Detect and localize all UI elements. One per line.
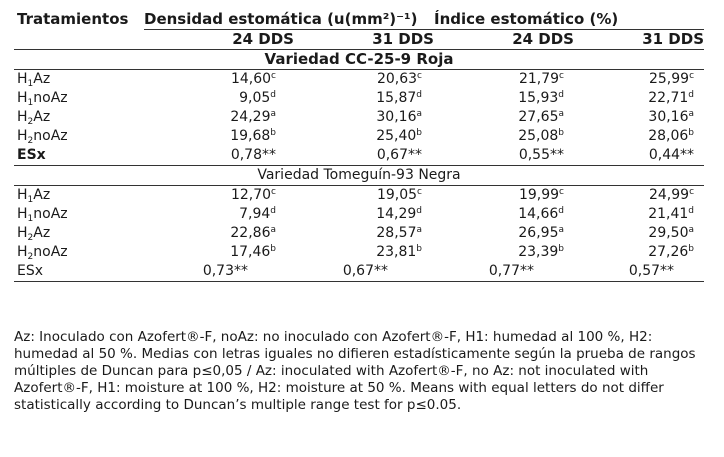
value-cell: 20,63$^c$	[376, 71, 422, 87]
significance-letter: b	[558, 244, 564, 254]
value-cell: 23,39$^b$	[518, 244, 564, 260]
significance-letter: a	[416, 225, 422, 235]
significance-letter: d	[688, 206, 695, 216]
significance-letter: a	[688, 109, 695, 119]
day-header: 24 DDS	[434, 30, 574, 50]
significance-letter: c	[271, 71, 276, 81]
value-cell: 12,70$^c$	[230, 187, 276, 203]
value-cell: 27,65$^a$	[518, 109, 564, 125]
stomatal-density-header: Densidad estomática (u(mm²)⁻¹)	[144, 10, 418, 28]
significance-letter: a	[270, 109, 276, 119]
table-row	[14, 205, 704, 224]
value-cell: 28,57$^a$	[376, 225, 422, 241]
significance-letter: d	[416, 206, 422, 216]
table-footnote: Az: Inoculado con Azofert®-F, noAz: no inoculado con Azofert®-F, H1: humedad al 100 %, H2: humedad al 50 %. Medias con letras iguales no difieren estadísticamente según la prueba de rangos múltiples de Duncan para p≤0,05 / Az: inoculated with Azofert®-F, no Az: not inoculated with Azofert®-F, H1: moisture at 100 %, H2: moisture at 50 %. Means with equal letters do not differ statistically according to Duncan’s multiple range test for p≤0.05.	[14, 329, 696, 413]
value-cell: 9,05$^d$	[239, 90, 276, 106]
header-row-days	[14, 30, 704, 50]
table-row	[14, 243, 704, 262]
significance-letter: c	[689, 187, 695, 197]
results-table	[14, 10, 704, 282]
table-row	[14, 224, 704, 243]
value-cell: 21,41$^d$	[648, 206, 695, 222]
significance-letter: c	[559, 71, 564, 81]
variety-name: Variedad CC-25-9 Roja	[14, 50, 704, 70]
significance-letter: a	[270, 225, 276, 235]
value-cell: 21,79$^c$	[518, 71, 564, 87]
value-cell: 28,06$^b$	[648, 128, 695, 144]
value-cell: 30,16$^a$	[648, 109, 695, 125]
treatment-subscript: 2	[27, 252, 34, 262]
treatment-label: $H_2Az$	[17, 225, 51, 243]
significance-letter: d	[688, 90, 695, 100]
value-cell: 25,08$^b$	[518, 128, 564, 144]
table-row	[14, 89, 704, 108]
value-cell: 24,99$^c$	[648, 187, 695, 203]
significance-letter: b	[270, 244, 276, 254]
variety-row	[14, 50, 704, 70]
value-cell: 25,99$^c$	[648, 71, 695, 87]
esx-label: ESx	[14, 262, 144, 282]
value-cell: 23,81$^b$	[376, 244, 422, 260]
treatment-label: $H_1Az$	[17, 187, 51, 205]
esx-value: 0,77**	[434, 262, 574, 282]
value-cell: 22,86$^a$	[230, 225, 276, 241]
value-cell: 19,99$^c$	[518, 187, 564, 203]
value-cell: 25,40$^b$	[376, 128, 422, 144]
treatment-subscript: 2	[27, 233, 34, 243]
value-cell: 15,87$^d$	[376, 90, 422, 106]
esx-value: 0,67**	[294, 146, 434, 166]
table-row	[14, 127, 704, 146]
significance-letter: a	[558, 109, 564, 119]
significance-letter: b	[416, 244, 422, 254]
day-header: 31 DDS	[574, 30, 704, 50]
significance-letter: d	[270, 90, 276, 100]
significance-letter: d	[558, 90, 564, 100]
esx-value: 0,44**	[574, 146, 704, 166]
significance-letter: b	[688, 244, 695, 254]
treatment-subscript: 2	[27, 117, 34, 127]
esx-value: 0,55**	[434, 146, 574, 166]
value-cell: 27,26$^b$	[648, 244, 695, 260]
esx-row	[14, 262, 704, 282]
treatment-label: $H_2noAz$	[17, 128, 68, 146]
variety-row	[14, 166, 704, 186]
significance-letter: b	[270, 128, 276, 138]
treatment-label: $H_1noAz$	[17, 206, 68, 224]
significance-letter: c	[271, 187, 276, 197]
treatment-label: $H_1Az$	[17, 71, 51, 89]
treatments-header: Tratamientos	[17, 10, 129, 29]
significance-letter: c	[689, 71, 695, 81]
significance-letter: a	[416, 109, 422, 119]
stomatal-index-header: Índice estomático (%)	[434, 10, 619, 28]
significance-letter: c	[417, 71, 422, 81]
table-row	[14, 108, 704, 127]
significance-letter: a	[558, 225, 564, 235]
value-cell: 7,94$^d$	[239, 206, 276, 222]
value-cell: 14,60$^c$	[230, 71, 276, 87]
table-row	[14, 186, 704, 206]
value-cell: 17,46$^b$	[230, 244, 276, 260]
esx-row	[14, 146, 704, 166]
treatment-subscript: 1	[27, 98, 34, 108]
value-cell: 26,95$^a$	[518, 225, 564, 241]
value-cell: 15,93$^d$	[518, 90, 564, 106]
table-row	[14, 70, 704, 90]
value-cell: 22,71$^d$	[648, 90, 695, 106]
variety-name: Variedad Tomeguín-93 Negra	[14, 166, 704, 186]
esx-value: 0,57**	[574, 262, 704, 282]
significance-letter: c	[559, 187, 564, 197]
treatment-label: $H_2noAz$	[17, 244, 68, 262]
significance-letter: d	[270, 206, 276, 216]
treatment-label: $H_2Az$	[17, 109, 51, 127]
value-cell: 14,29$^d$	[376, 206, 422, 222]
value-cell: 30,16$^a$	[376, 109, 422, 125]
significance-letter: c	[417, 187, 422, 197]
esx-value: 0,67**	[294, 262, 434, 282]
significance-letter: d	[558, 206, 564, 216]
value-cell: 14,66$^d$	[518, 206, 564, 222]
value-cell: 29,50$^a$	[648, 225, 695, 241]
esx-value: 0,73**	[144, 262, 294, 282]
treatment-subscript: 1	[27, 79, 34, 89]
esx-value: 0,78**	[144, 146, 294, 166]
treatment-subscript: 1	[27, 195, 34, 205]
significance-letter: b	[416, 128, 422, 138]
significance-letter: b	[558, 128, 564, 138]
day-header: 24 DDS	[144, 30, 294, 50]
significance-letter: b	[688, 128, 695, 138]
significance-letter: a	[688, 225, 695, 235]
treatment-subscript: 2	[27, 136, 34, 146]
treatment-subscript: 1	[27, 214, 34, 224]
day-header: 31 DDS	[294, 30, 434, 50]
header-row-groups	[14, 10, 704, 30]
value-cell: 24,29$^a$	[230, 109, 276, 125]
value-cell: 19,05$^c$	[376, 187, 422, 203]
significance-letter: d	[416, 90, 422, 100]
esx-label: ESx	[14, 146, 144, 166]
treatment-label: $H_1noAz$	[17, 90, 68, 108]
value-cell: 19,68$^b$	[230, 128, 276, 144]
